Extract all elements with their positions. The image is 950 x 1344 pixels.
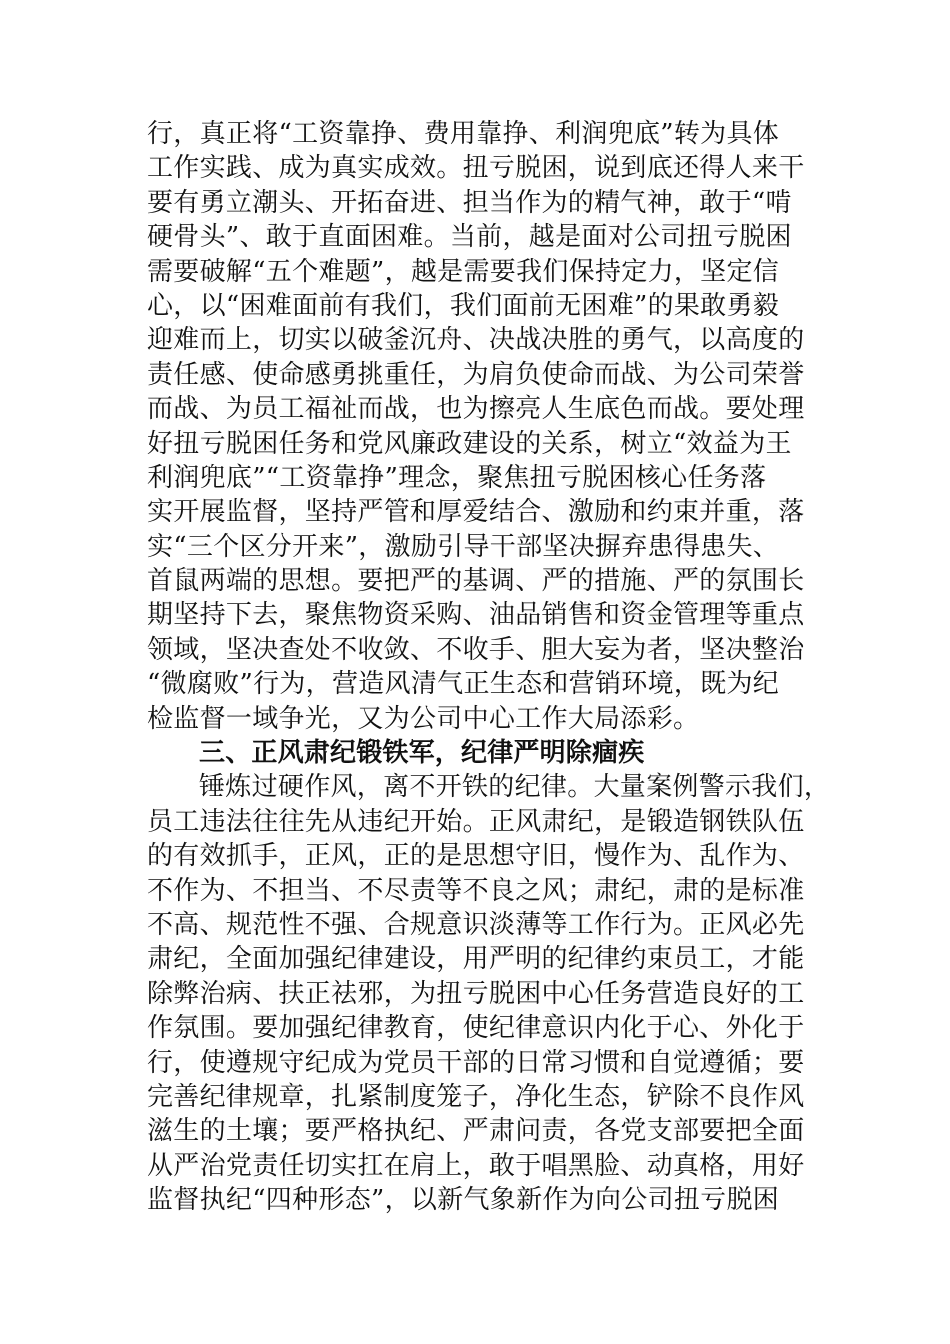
body-line: 需要破解“五个难题”，越是需要我们保持定力，坚定信: [147, 256, 780, 287]
body-line: 的有效抓手，正风，正的是思想守旧，慢作为、乱作为、: [147, 841, 805, 872]
body-line: 员工违法往往先从违纪开始。正风肃纪，是锻造钢铁队伍: [147, 806, 805, 837]
body-line: 锤炼过硬作风，离不开铁的纪律。大量案例警示我们，: [199, 772, 831, 803]
body-line: 好扭亏脱困任务和党风廉政建设的关系，树立“效益为王: [147, 428, 792, 459]
body-line: 监督执纪“四种形态”，以新气象新作为向公司扭亏脱困: [147, 1185, 780, 1216]
body-line: 不作为、不担当、不尽责等不良之风；肃纪，肃的是标准: [147, 875, 805, 906]
body-line: 要有勇立潮头、开拓奋进、担当作为的精气神，敢于“啃: [147, 187, 792, 218]
body-line: 工作实践、成为真实成效。扭亏脱困，说到底还得人来干: [147, 153, 805, 184]
body-line: 作氛围。要加强纪律教育，使纪律意识内化于心、外化于: [147, 1013, 805, 1044]
body-line: 除弊治病、扶正祛邪，为扭亏脱困中心任务营造良好的工: [147, 978, 805, 1009]
body-line: 行，使遵规守纪成为党员干部的日常习惯和自觉遵循；要: [147, 1047, 805, 1078]
body-line: 不高、规范性不强、合规意识淡薄等工作行为。正风必先: [147, 909, 805, 940]
body-line: 实“三个区分开来”，激励引导干部坚决摒弃患得患失、: [147, 531, 780, 562]
document-body: [147, 117, 831, 1218]
section-heading: 三、正风肃纪锻铁军，纪律严明除痼疾: [199, 738, 645, 769]
body-line: 而战、为员工福祉而战，也为擦亮人生底色而战。要处理: [147, 394, 805, 425]
body-line: “微腐败”行为，营造风清气正生态和营销环境，既为纪: [147, 669, 780, 700]
body-line: 滋生的土壤；要严格执纪、严肃问责，各党支部要把全面: [147, 1116, 805, 1147]
body-line: 行，真正将“工资靠挣、费用靠挣、利润兜底”转为具体: [147, 119, 780, 149]
body-line: 期坚持下去，聚焦物资采购、油品销售和资金管理等重点: [147, 600, 805, 631]
body-line: 责任感、使命感勇挑重任，为肩负使命而战、为公司荣誉: [147, 359, 805, 390]
body-line: 利润兜底”“工资靠挣”理念，聚焦扭亏脱困核心任务落: [147, 462, 767, 493]
body-line: 硬骨头”、敢于直面困难。当前，越是面对公司扭亏脱困: [147, 222, 792, 253]
body-line: 实开展监督，坚持严管和厚爱结合、激励和约束并重，落: [147, 497, 805, 528]
body-line: 心，以“困难面前有我们，我们面前无困难”的果敢勇毅: [147, 290, 780, 321]
body-line: 从严治党责任切实扛在肩上，敢于唱黑脸、动真格，用好: [147, 1150, 805, 1181]
body-line: 首鼠两端的思想。要把严的基调、严的措施、严的氛围长: [147, 566, 805, 597]
body-line: 完善纪律规章，扎紧制度笼子，净化生态，铲除不良作风: [147, 1081, 805, 1112]
body-line: 肃纪，全面加强纪律建设，用严明的纪律约束员工，才能: [147, 944, 805, 975]
body-line: 领域，坚决查处不收敛、不收手、胆大妄为者，坚决整治: [147, 634, 805, 665]
body-line: 检监督一域争光，又为公司中心工作大局添彩。: [147, 703, 700, 734]
body-line: 迎难而上，切实以破釜沉舟、决战决胜的勇气，以高度的: [147, 325, 805, 356]
